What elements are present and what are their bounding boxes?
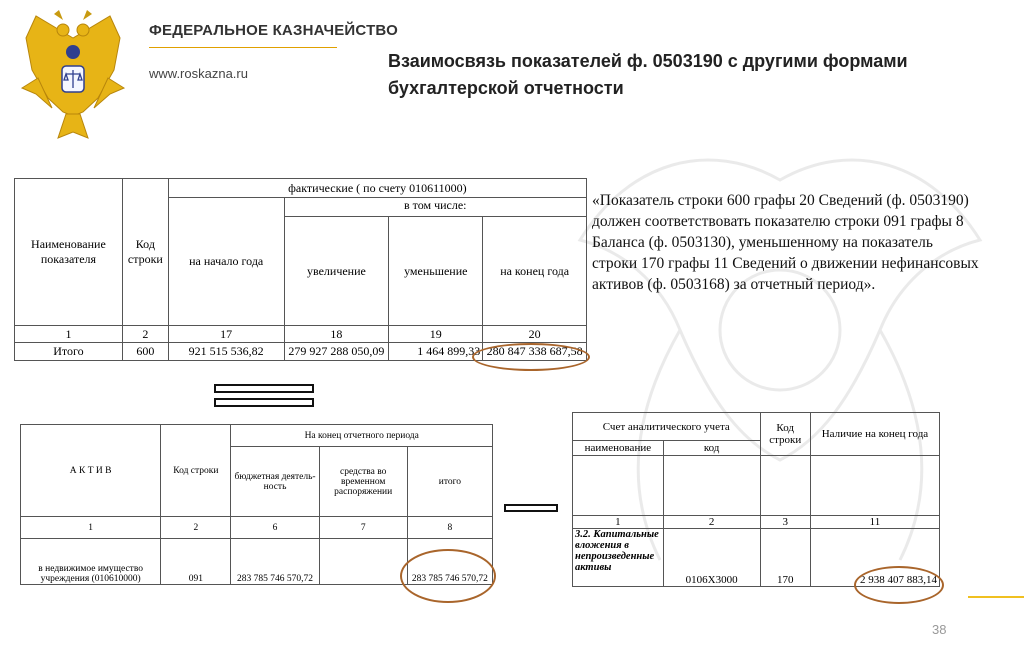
highlight-oval-1 bbox=[472, 343, 590, 371]
highlight-oval-2 bbox=[400, 549, 496, 603]
page-number: 38 bbox=[932, 622, 947, 637]
header-row-code: Код строки bbox=[161, 425, 231, 517]
table-0503190 bbox=[14, 178, 587, 361]
highlight-oval-3 bbox=[854, 566, 944, 604]
row-code: 091 bbox=[161, 539, 231, 585]
header-end-of-year: на конец года bbox=[483, 217, 587, 326]
cell-increase: 279 927 288 050,09 bbox=[284, 343, 389, 361]
emblem-logo bbox=[18, 8, 128, 148]
header-decrease: уменьшение bbox=[389, 217, 483, 326]
header-end-of-period: На конец отчетного периода bbox=[231, 425, 493, 447]
header-asset: А К Т И В bbox=[21, 425, 161, 517]
col-num: 3 bbox=[760, 516, 810, 529]
website-link[interactable]: www.roskazna.ru bbox=[149, 66, 248, 81]
header-end-balance: Наличие на конец года bbox=[810, 413, 939, 456]
header-including: в том числе: bbox=[284, 198, 586, 217]
col-num: 17 bbox=[168, 326, 284, 343]
table-0503168 bbox=[572, 412, 940, 587]
empty-cell bbox=[663, 456, 760, 516]
col-num: 8 bbox=[407, 517, 492, 539]
empty-cell bbox=[573, 456, 664, 516]
equals-bar-bottom bbox=[214, 398, 314, 407]
org-underline bbox=[149, 47, 337, 48]
equals-bar-top bbox=[214, 384, 314, 393]
formula-quote: «Показатель строки 600 графы 20 Сведений (ф. 0503190) должен соответствовать показателю строки 091 графы 8 Баланса (ф. 0503130), уменьшенному на показатель строки 170 графы 11 Сведений о движении нефинансовых активов (ф. 0503168) за отчетный период». bbox=[592, 192, 979, 293]
col-num: 1 bbox=[573, 516, 664, 529]
header-account-name: наименование bbox=[573, 441, 664, 456]
cell-end-balance: 2 938 407 883,14 bbox=[810, 529, 939, 587]
header-account-code: код bbox=[663, 441, 760, 456]
row-name: 3.2. Капитальные вложения в непроизведенные активы bbox=[573, 529, 664, 587]
header-temporary-funds: средства во временном распоряжении bbox=[319, 447, 407, 517]
col-num: 6 bbox=[231, 517, 319, 539]
col-num: 2 bbox=[161, 517, 231, 539]
cell-temporary bbox=[319, 539, 407, 585]
cell-decrease: 1 464 899,33 bbox=[389, 343, 483, 361]
header-analytic-account: Счет аналитического учета bbox=[573, 413, 761, 441]
org-name: ФЕДЕРАЛЬНОЕ КАЗНАЧЕЙСТВО bbox=[149, 22, 398, 39]
empty-cell bbox=[760, 456, 810, 516]
cell-start: 921 515 536,82 bbox=[168, 343, 284, 361]
col-num: 20 bbox=[483, 326, 587, 343]
header-actual-group: фактические ( по счету 010611000) bbox=[168, 179, 586, 198]
cell-account-code: 0106X3000 bbox=[663, 529, 760, 587]
header-row-code: Код строки bbox=[122, 179, 168, 326]
empty-cell bbox=[810, 456, 939, 516]
header-indicator-name: Наименование показателя bbox=[15, 179, 123, 326]
col-num: 2 bbox=[663, 516, 760, 529]
gold-accent-line bbox=[968, 596, 1024, 598]
header-row-code: Код строки bbox=[760, 413, 810, 456]
row-code: 600 bbox=[122, 343, 168, 361]
col-num: 1 bbox=[15, 326, 123, 343]
col-num: 1 bbox=[21, 517, 161, 539]
col-num: 11 bbox=[810, 516, 939, 529]
header-total: итого bbox=[407, 447, 492, 517]
header-increase: увеличение bbox=[284, 217, 389, 326]
header-start-of-year: на начало года bbox=[168, 198, 284, 326]
slide-title: Взаимосвязь показателей ф. 0503190 с другими формами бухгалтерской отчетности bbox=[388, 51, 908, 98]
row-code: 170 bbox=[760, 529, 810, 587]
col-num: 7 bbox=[319, 517, 407, 539]
cell-budget: 283 785 746 570,72 bbox=[231, 539, 319, 585]
header-budget-activity: бюджетная деятель-ность bbox=[231, 447, 319, 517]
col-num: 2 bbox=[122, 326, 168, 343]
cell-total: 283 785 746 570,72 bbox=[407, 539, 492, 585]
row-name: Итого bbox=[15, 343, 123, 361]
col-num: 18 bbox=[284, 326, 389, 343]
row-name: в недвижимое имущество учреждения (010610000) bbox=[21, 539, 161, 585]
equals-bar-right bbox=[504, 504, 558, 512]
col-num: 19 bbox=[389, 326, 483, 343]
cell-end: 280 847 338 687,58 bbox=[483, 343, 587, 361]
